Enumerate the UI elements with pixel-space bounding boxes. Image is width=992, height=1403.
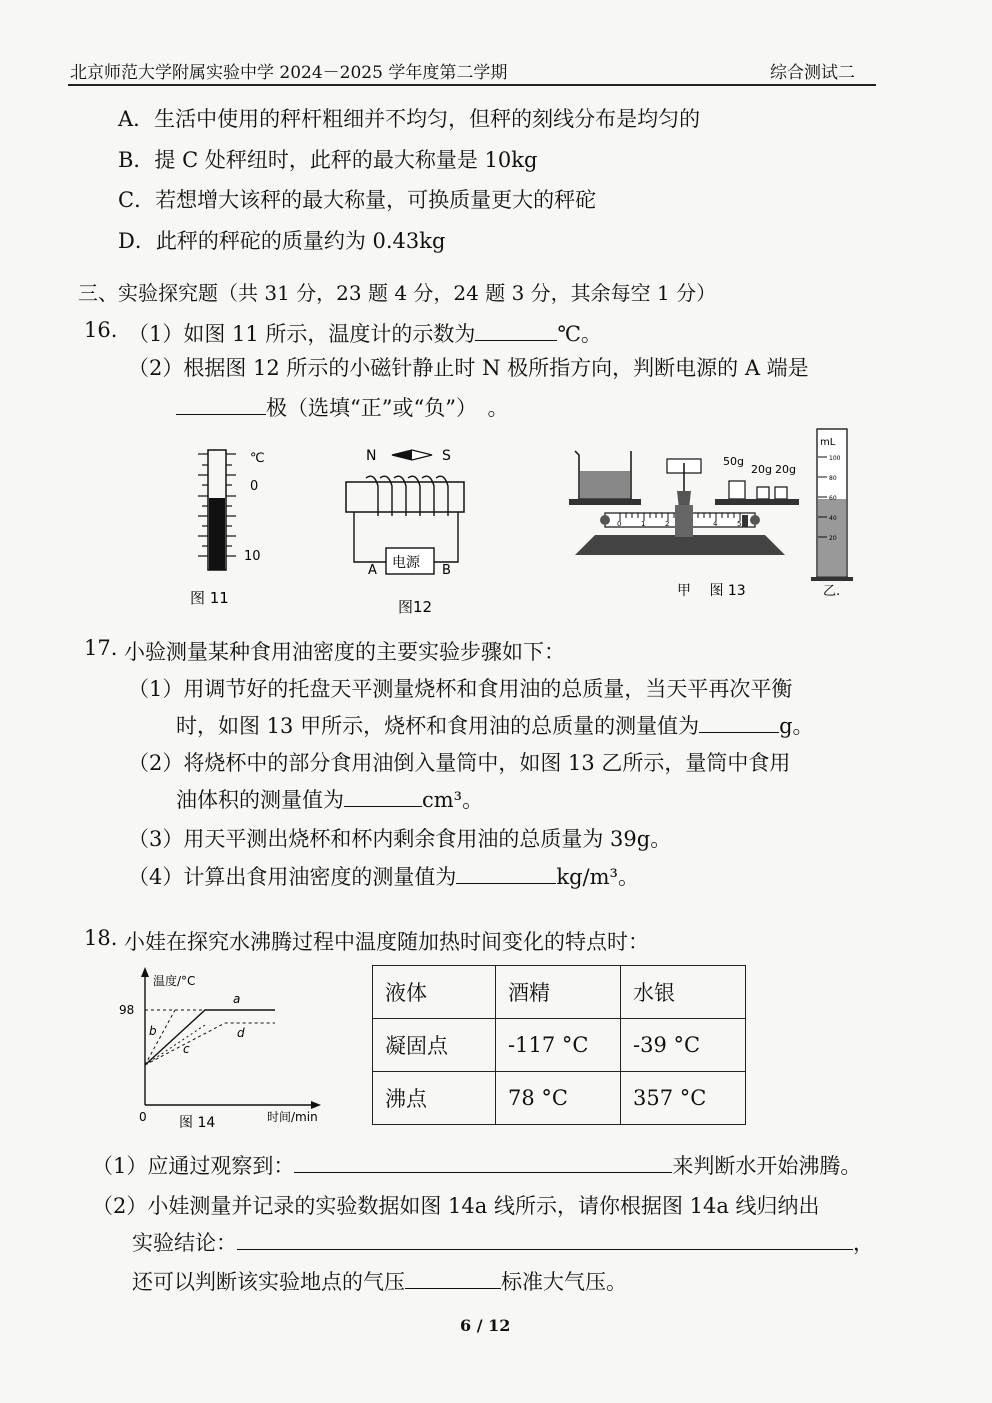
fig11-unit: ℃ bbox=[250, 451, 265, 466]
fig13-caption: 甲 图 13 bbox=[677, 583, 746, 599]
table-header-cell: 酒精 bbox=[496, 966, 621, 1019]
q16-part2-line1: （2）根据图 12 所示的小磁针静止时 N 极所指方向，判断电源的 A 端是 bbox=[128, 356, 809, 380]
table-cell: 沸点 bbox=[373, 1072, 496, 1125]
figure-14-temperature-chart bbox=[115, 965, 345, 1135]
fig13-cyl-tick-100: 100 bbox=[829, 455, 841, 462]
fig13-weight-20g-2: 20g bbox=[775, 463, 796, 476]
q18-part2-line2 bbox=[132, 1227, 874, 1257]
q16-part2-blank[interactable] bbox=[176, 396, 266, 415]
q17-number: 17. bbox=[84, 636, 118, 660]
fig11-caption: 图 11 bbox=[190, 589, 229, 607]
fig14-line-d bbox=[145, 1023, 275, 1065]
table-cell: 78 °C bbox=[496, 1072, 621, 1125]
q17-step1-text: 时，如图 13 甲所示，烧杯和食用油的总质量的测量值为 bbox=[176, 714, 700, 738]
fig13-weight-50g: 50g bbox=[723, 455, 744, 468]
option-d: D．此秤的秤砣的质量约为 0.43kg bbox=[118, 229, 446, 253]
table-header-cell: 液体 bbox=[373, 966, 496, 1019]
fig13-cyl-tick-80: 80 bbox=[829, 475, 837, 482]
table-cell: 凝固点 bbox=[373, 1019, 496, 1072]
q18-part2-line1: （2）小娃测量并记录的实验数据如图 14a 线所示，请你根据图 14a 线归纳出 bbox=[92, 1194, 820, 1218]
q18-conclusion-blank[interactable] bbox=[237, 1231, 853, 1250]
fig13-cylinder-unit: mL bbox=[820, 437, 836, 448]
table-row bbox=[373, 1019, 746, 1072]
fig14-tick-98: 98 bbox=[119, 1003, 135, 1017]
fig13-cyl-tick-40: 40 bbox=[829, 515, 837, 522]
table-cell: -39 °C bbox=[621, 1019, 746, 1072]
q17-step1-blank[interactable] bbox=[699, 714, 779, 733]
q16-number: 16. bbox=[84, 318, 118, 342]
fig14-line-a bbox=[145, 1010, 275, 1065]
q17-step2-blank[interactable] bbox=[344, 788, 422, 807]
option-c: C．若想增大该秤的最大称量，可换质量更大的秤砣 bbox=[118, 188, 597, 212]
fig11-tick-10: 10 bbox=[244, 549, 261, 564]
fig13-cyl-tick-60: 60 bbox=[829, 495, 837, 502]
q18-part2-line3 bbox=[132, 1266, 627, 1296]
q18-part1-text: （1）应通过观察到： bbox=[92, 1154, 295, 1178]
q18-part1-tail: 来判断水开始沸腾。 bbox=[672, 1154, 862, 1178]
q17-intro: 小验测量某种食用油密度的主要实验步骤如下： bbox=[124, 640, 565, 664]
option-b: B．提 C 处秤纽时，此秤的最大称量是 10kg bbox=[118, 148, 538, 172]
figure-11-thermometer bbox=[180, 440, 290, 610]
fig14-y-label: 温度/°C bbox=[153, 974, 196, 988]
table-header-cell: 水银 bbox=[621, 966, 746, 1019]
fig12-b-label: B bbox=[442, 563, 451, 578]
q16-part1-unit: ℃。 bbox=[557, 322, 602, 346]
q16-part2-line2 bbox=[176, 392, 508, 422]
fig12-a-label: A bbox=[368, 563, 377, 578]
fig14-origin: 0 bbox=[139, 1110, 147, 1124]
option-a: A．生活中使用的秤杆粗细并不均匀，但秤的刻线分布是均匀的 bbox=[118, 107, 701, 131]
fig13-scale-tick-2: 2 bbox=[665, 520, 670, 528]
fig14-label-c: c bbox=[183, 1042, 190, 1056]
q18-data-table bbox=[372, 965, 746, 1125]
fig13-scale-tick-1: 1 bbox=[641, 520, 646, 528]
q18-number: 18. bbox=[84, 926, 118, 950]
fig14-label-b: b bbox=[149, 1024, 157, 1038]
q18-pressure-blank[interactable] bbox=[405, 1270, 501, 1289]
q17-step2-line2 bbox=[176, 784, 483, 814]
q17-step1-unit: g。 bbox=[779, 714, 814, 738]
q17-step4-unit: kg/m³。 bbox=[556, 865, 639, 889]
fig14-label-d: d bbox=[237, 1026, 245, 1040]
q17-step4-text: （4）计算出食用油密度的测量值为 bbox=[128, 865, 457, 889]
q17-step4 bbox=[128, 861, 639, 891]
figure-13-balance bbox=[565, 425, 865, 605]
q16-part1 bbox=[128, 318, 602, 348]
q18-part2-comma: ， bbox=[853, 1231, 874, 1255]
q17-step3: （3）用天平测出烧杯和杯内剩余食用油的总质量为 39g。 bbox=[128, 827, 672, 851]
fig13-scale-tick-5: 5 bbox=[737, 520, 742, 528]
section-3-title: 三、实验探究题（共 31 分，23 题 4 分，24 题 3 分，其余每空 1 分） bbox=[78, 281, 717, 305]
q18-intro: 小娃在探究水沸腾过程中温度随加热时间变化的特点时： bbox=[124, 930, 649, 954]
q18-part1 bbox=[92, 1150, 861, 1180]
fig13-cyl-tick-20: 20 bbox=[829, 535, 837, 542]
q17-step2-text: 油体积的测量值为 bbox=[176, 788, 344, 812]
q16-part1-text: （1）如图 11 所示，温度计的示数为 bbox=[128, 322, 476, 346]
q17-step4-blank[interactable] bbox=[456, 865, 556, 884]
table-row bbox=[373, 1072, 746, 1125]
fig13-scale-tick-0: 0 bbox=[617, 520, 622, 528]
fig11-tick-0: 0 bbox=[250, 479, 259, 494]
table-cell: -117 °C bbox=[496, 1019, 621, 1072]
fig12-caption: 图12 bbox=[398, 598, 433, 616]
fig12-power-source: 电源 bbox=[392, 555, 420, 571]
fig13-weight-20g-1: 20g bbox=[751, 463, 772, 476]
table-header-row bbox=[373, 966, 746, 1019]
q18-pressure-tail: 标准大气压。 bbox=[501, 1270, 627, 1294]
header-school: 北京师范大学附属实验中学 2024－2025 学年度第二学期 bbox=[70, 63, 508, 83]
q18-part2-text: 实验结论： bbox=[132, 1231, 237, 1255]
fig14-label-a: a bbox=[233, 992, 241, 1006]
figure-12-solenoid bbox=[330, 440, 480, 620]
q16-part1-blank[interactable] bbox=[475, 322, 557, 341]
q18-pressure-text: 还可以判断该实验地点的气压 bbox=[132, 1270, 405, 1294]
table-cell: 357 °C bbox=[621, 1072, 746, 1125]
q17-step1-line1: （1）用调节好的托盘天平测量烧杯和食用油的总质量，当天平再次平衡 bbox=[128, 677, 793, 701]
q18-part1-blank[interactable] bbox=[294, 1154, 672, 1173]
fig14-x-label: 时间/min bbox=[267, 1110, 318, 1124]
page-number: 6 / 12 bbox=[460, 1316, 511, 1335]
fig12-n-label: N bbox=[366, 448, 377, 464]
fig13-scale-tick-4: 4 bbox=[713, 520, 718, 528]
q16-part2-text: 极（选填“正”或“负”） 。 bbox=[266, 396, 509, 420]
header-rule bbox=[68, 84, 876, 86]
fig13-yi-label: 乙. bbox=[823, 584, 841, 599]
fig12-s-label: S bbox=[442, 448, 451, 464]
q17-step2-line1: （2）将烧杯中的部分食用油倒入量筒中，如图 13 乙所示，量筒中食用 bbox=[128, 751, 791, 775]
fig13-rider bbox=[742, 515, 748, 527]
q17-step1-line2 bbox=[176, 710, 814, 740]
fig14-caption: 图 14 bbox=[179, 1115, 216, 1131]
header-test-name: 综合测试二 bbox=[770, 63, 855, 83]
q17-step2-unit: cm³。 bbox=[422, 788, 484, 812]
